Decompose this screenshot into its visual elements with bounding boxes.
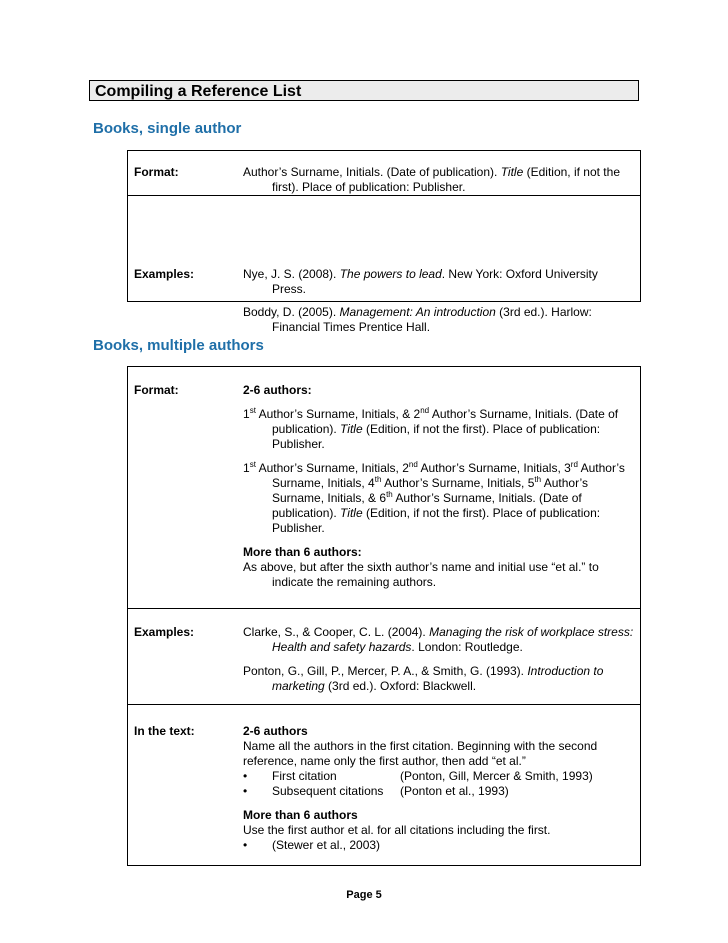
subheading-2-6-authors: 2-6 authors: xyxy=(243,383,312,397)
bullet-icon: • xyxy=(243,769,248,783)
bullet-icon: • xyxy=(243,838,248,852)
in-text-row xyxy=(128,704,640,865)
examples-row xyxy=(128,195,640,334)
in-text-rule: Name all the authors in the first citation. Beginning with the second reference, name only the first author, then add “et al.” xyxy=(243,739,598,768)
bullet-icon: • xyxy=(243,784,248,798)
format-label: Format: xyxy=(134,383,179,397)
format-row xyxy=(128,367,640,608)
subheading-more-than-6: More than 6 authors: xyxy=(243,545,362,559)
examples-content xyxy=(243,609,634,694)
section-heading-multiple-authors: Books, multiple authors xyxy=(93,337,264,354)
in-text-rule: Use the first author et al. for all citations including the first. xyxy=(243,823,551,837)
single-author-table xyxy=(127,150,641,334)
example-reference: Nye, J. S. (2008). The powers to lead. New York: Oxford University Press. xyxy=(243,267,598,296)
page-number: Page 5 xyxy=(346,889,382,901)
section-heading-single-author: Books, single author xyxy=(93,120,242,137)
format-label: Format: xyxy=(134,165,179,179)
format-row xyxy=(128,151,640,195)
subheading-2-6-authors: 2-6 authors xyxy=(243,724,308,738)
bullet-item: • (Stewer et al., 2003) xyxy=(243,838,381,852)
format-content xyxy=(243,151,634,195)
examples-label: Examples: xyxy=(134,267,195,281)
examples-content xyxy=(243,196,634,335)
example-reference: Boddy, D. (2005). Management: An introduction (3rd ed.). Harlow: Financial Times Prentice Hall. xyxy=(243,305,592,334)
examples-label: Examples: xyxy=(134,625,195,639)
more-than-6-text: As above, but after the sixth author’s name and initial use “et al.” to indicate the remaining authors. xyxy=(243,560,599,589)
in-text-label: In the text: xyxy=(134,724,195,738)
format-pattern: 1st Author’s Surname, Initials, 2nd Author’s Surname, Initials, 3rd Author’s Surname, Initials, 4th Author’s Surname, Initials, 5th Author’s Surname, Initials, & 6th Author’s Surname, Initials. (Date of publication). Title (Edition, if not the first). Place of publication: Publisher. xyxy=(243,460,625,535)
examples-row xyxy=(128,608,640,704)
example-reference: Clarke, S., & Cooper, C. L. (2004). Managing the risk of workplace stress: Health and safety hazards. London: Routledge. xyxy=(243,625,634,654)
format-content xyxy=(243,367,634,590)
in-text-content xyxy=(243,705,634,853)
format-pattern: 1st Author’s Surname, Initials, & 2nd Author’s Surname, Initials. (Date of publication). Title (Edition, if not the first). Place of publication: Publisher. xyxy=(243,406,619,451)
format-pattern: Author’s Surname, Initials. (Date of publication). Title (Edition, if not the first). Place of publication: Publisher. xyxy=(243,165,620,194)
multiple-authors-table xyxy=(127,366,641,866)
bullet-item: • Subsequent citations (Ponton et al., 1993) xyxy=(243,784,509,798)
bullet-item: • First citation (Ponton, Gill, Mercer & Smith, 1993) xyxy=(243,769,593,783)
example-reference: Ponton, G., Gill, P., Mercer, P. A., & Smith, G. (1993). Introduction to marketing (3rd ed.). Oxford: Blackwell. xyxy=(243,664,604,693)
page-title: Compiling a Reference List xyxy=(89,80,639,101)
subheading-more-than-6: More than 6 authors xyxy=(243,808,358,822)
